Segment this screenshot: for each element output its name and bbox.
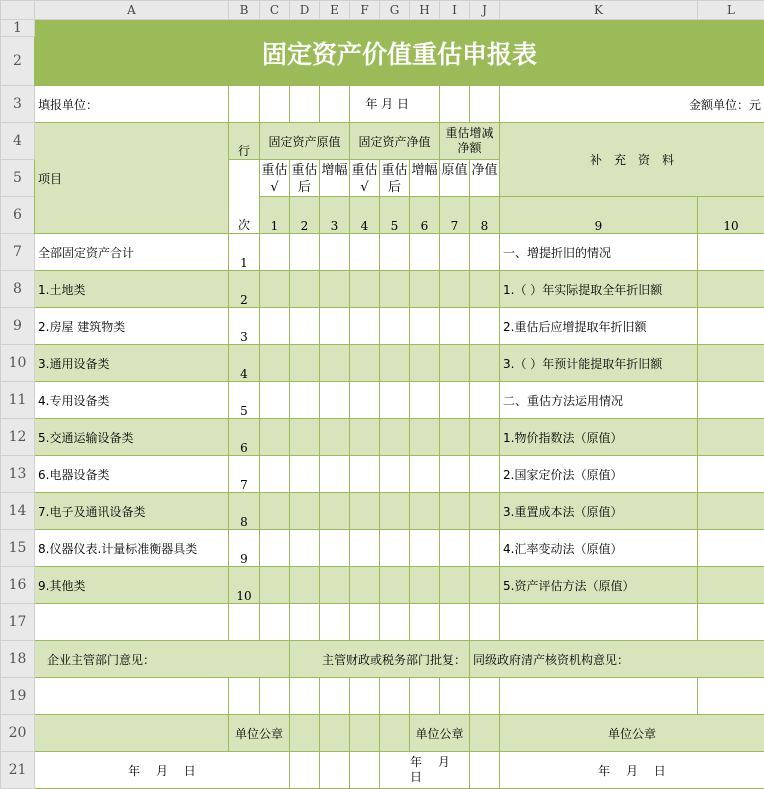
value-cell[interactable] — [410, 271, 440, 308]
table-row — [1, 456, 764, 493]
cell[interactable] — [320, 678, 350, 715]
row-header[interactable]: 8 — [1, 271, 35, 308]
cell[interactable] — [470, 715, 500, 752]
column-header[interactable]: D — [290, 1, 320, 20]
cell[interactable] — [500, 678, 698, 715]
column-number[interactable]: 6 — [410, 197, 440, 234]
column-header[interactable]: B — [229, 1, 260, 20]
value-cell[interactable] — [260, 382, 290, 419]
value-cell[interactable] — [290, 382, 320, 419]
value-cell[interactable] — [470, 456, 500, 493]
select-all-corner[interactable] — [1, 1, 35, 20]
column-number[interactable]: 8 — [470, 197, 500, 234]
cell[interactable] — [470, 678, 500, 715]
table-row — [1, 345, 764, 382]
cell[interactable] — [290, 678, 320, 715]
table-row — [1, 567, 764, 604]
value-cell[interactable] — [470, 382, 500, 419]
currency-unit-label[interactable]: 金额单位：元 — [500, 86, 764, 123]
value-cell[interactable] — [470, 271, 500, 308]
sub-header[interactable]: 重估后 — [290, 160, 320, 197]
value-cell[interactable] — [380, 345, 410, 382]
value-cell[interactable] — [350, 567, 380, 604]
value-cell[interactable] — [380, 308, 410, 345]
cell[interactable] — [229, 604, 260, 641]
row-header[interactable]: 6 — [1, 197, 35, 234]
column-number[interactable]: 3 — [320, 197, 350, 234]
row-header[interactable]: 21 — [1, 752, 35, 789]
value-cell[interactable] — [380, 419, 410, 456]
date-field[interactable]: 年 月 日 — [500, 752, 764, 789]
value-cell[interactable] — [260, 493, 290, 530]
row-header[interactable]: 7 — [1, 234, 35, 271]
value-cell[interactable] — [350, 493, 380, 530]
supplement-note[interactable]: 4.汇率变动法（原值） — [500, 530, 698, 567]
table-row — [1, 271, 764, 308]
row-header[interactable]: 9 — [1, 308, 35, 345]
column-number[interactable]: 5 — [380, 197, 410, 234]
cell[interactable] — [698, 678, 764, 715]
value-cell[interactable] — [320, 419, 350, 456]
column-header[interactable]: E — [320, 1, 350, 20]
row-number[interactable]: 9 — [229, 530, 260, 567]
value-cell[interactable] — [290, 456, 320, 493]
column-header[interactable]: A — [35, 1, 229, 20]
column-number[interactable]: 7 — [440, 197, 470, 234]
sub-header[interactable]: 重估√ — [260, 160, 290, 197]
cell[interactable] — [290, 715, 320, 752]
row-header[interactable]: 3 — [1, 86, 35, 123]
row-number[interactable]: 6 — [229, 419, 260, 456]
column-header[interactable]: L — [698, 1, 764, 20]
value-cell[interactable] — [290, 530, 320, 567]
value-cell[interactable] — [290, 234, 320, 271]
value-cell[interactable] — [350, 234, 380, 271]
supplement-note[interactable]: 二、重估方法运用情况 — [500, 382, 698, 419]
value-cell[interactable] — [698, 271, 764, 308]
column-number[interactable]: 2 — [290, 197, 320, 234]
row-header[interactable]: 15 — [1, 530, 35, 567]
seal-label[interactable]: 单位公章 — [229, 715, 290, 752]
row-header[interactable]: 17 — [1, 604, 35, 641]
value-cell[interactable] — [320, 382, 350, 419]
cell[interactable] — [440, 678, 470, 715]
date-field[interactable]: 年 月 日 — [380, 752, 470, 789]
cell[interactable] — [320, 752, 350, 789]
row-header[interactable]: 20 — [1, 715, 35, 752]
supplement-note[interactable]: 一、增提折旧的情况 — [500, 234, 698, 271]
value-cell[interactable] — [260, 271, 290, 308]
row-header[interactable]: 4 — [1, 123, 35, 160]
cell[interactable] — [380, 678, 410, 715]
value-cell[interactable] — [698, 419, 764, 456]
revalue-change-header[interactable]: 重估增减净额 — [440, 123, 500, 160]
value-cell[interactable] — [440, 308, 470, 345]
value-cell[interactable] — [320, 567, 350, 604]
row-header[interactable]: 10 — [1, 345, 35, 382]
value-cell[interactable] — [290, 419, 320, 456]
row-header[interactable]: 12 — [1, 419, 35, 456]
value-cell[interactable] — [290, 308, 320, 345]
value-cell[interactable] — [350, 382, 380, 419]
row-header[interactable]: 2 — [1, 37, 35, 86]
value-cell[interactable] — [470, 345, 500, 382]
item-name[interactable]: 2.房屋 建筑物类 — [35, 308, 229, 345]
cell[interactable] — [290, 752, 320, 789]
table-row — [1, 419, 764, 456]
supplement-header[interactable]: 补 充 资 料 — [500, 123, 764, 197]
value-cell[interactable] — [380, 382, 410, 419]
value-cell[interactable] — [260, 530, 290, 567]
value-cell[interactable] — [440, 271, 470, 308]
value-cell[interactable] — [260, 419, 290, 456]
item-name[interactable]: 9.其他类 — [35, 567, 229, 604]
finance-approval-label[interactable]: 主管财政或税务部门批复： — [290, 641, 470, 678]
value-cell[interactable] — [320, 271, 350, 308]
cell[interactable] — [35, 604, 229, 641]
cell[interactable] — [350, 678, 380, 715]
value-cell[interactable] — [260, 456, 290, 493]
value-cell[interactable] — [320, 234, 350, 271]
value-cell[interactable] — [470, 530, 500, 567]
value-cell[interactable] — [410, 530, 440, 567]
value-cell[interactable] — [470, 308, 500, 345]
sub-header[interactable]: 增幅 — [410, 160, 440, 197]
value-cell[interactable] — [698, 530, 764, 567]
column-header-row — [1, 1, 764, 20]
item-name[interactable]: 1.土地类 — [35, 271, 229, 308]
supplement-note[interactable]: 2.重估后应增提取年折旧额 — [500, 308, 698, 345]
cell[interactable] — [320, 715, 350, 752]
value-cell[interactable] — [410, 456, 440, 493]
value-cell[interactable] — [380, 530, 410, 567]
sub-header[interactable]: 原值 — [440, 160, 470, 197]
cell[interactable] — [350, 752, 380, 789]
date-field[interactable]: 年 月 日 — [35, 752, 290, 789]
value-cell[interactable] — [260, 567, 290, 604]
value-cell[interactable] — [440, 382, 470, 419]
cell[interactable] — [350, 715, 380, 752]
cell[interactable] — [470, 752, 500, 789]
value-cell[interactable] — [350, 419, 380, 456]
supplement-note[interactable]: 3.重置成本法（原值） — [500, 493, 698, 530]
value-cell[interactable] — [470, 234, 500, 271]
data-rows — [1, 234, 764, 604]
value-cell[interactable] — [260, 234, 290, 271]
value-cell[interactable] — [350, 345, 380, 382]
value-cell[interactable] — [440, 530, 470, 567]
cell[interactable] — [35, 678, 229, 715]
value-cell[interactable] — [698, 345, 764, 382]
value-cell[interactable] — [320, 345, 350, 382]
value-cell[interactable] — [320, 530, 350, 567]
column-header[interactable]: H — [410, 1, 440, 20]
item-name[interactable]: 6.电器设备类 — [35, 456, 229, 493]
value-cell[interactable] — [350, 271, 380, 308]
cell[interactable] — [350, 604, 380, 641]
column-number[interactable]: 9 — [500, 197, 698, 234]
row-header[interactable]: 18 — [1, 641, 35, 678]
cell[interactable] — [229, 86, 260, 123]
value-cell[interactable] — [410, 567, 440, 604]
cell[interactable] — [440, 604, 470, 641]
value-cell[interactable] — [260, 308, 290, 345]
cell[interactable] — [260, 678, 290, 715]
value-cell[interactable] — [290, 345, 320, 382]
sub-header[interactable]: 重估后 — [380, 160, 410, 197]
row-header[interactable]: 13 — [1, 456, 35, 493]
row-number[interactable]: 4 — [229, 345, 260, 382]
value-cell[interactable] — [380, 271, 410, 308]
value-cell[interactable] — [320, 308, 350, 345]
supplement-note[interactable]: 3.（ ）年预计能提取年折旧额 — [500, 345, 698, 382]
seal-label[interactable]: 单位公章 — [410, 715, 470, 752]
row-header[interactable]: 5 — [1, 160, 35, 197]
sub-header[interactable]: 净值 — [470, 160, 500, 197]
value-cell[interactable] — [698, 493, 764, 530]
column-number[interactable]: 1 — [260, 197, 290, 234]
value-cell[interactable] — [290, 271, 320, 308]
value-cell[interactable] — [320, 456, 350, 493]
cell[interactable] — [440, 86, 470, 123]
item-name[interactable]: 3.通用设备类 — [35, 345, 229, 382]
row-number[interactable]: 3 — [229, 308, 260, 345]
value-cell[interactable] — [350, 456, 380, 493]
row-no-header-bottom[interactable]: 次 — [229, 160, 260, 234]
value-cell[interactable] — [380, 234, 410, 271]
table-row — [1, 493, 764, 530]
supplement-note[interactable]: 1.（ ）年实际提取全年折旧额 — [500, 271, 698, 308]
value-cell[interactable] — [470, 567, 500, 604]
value-cell[interactable] — [290, 493, 320, 530]
row-number[interactable]: 2 — [229, 271, 260, 308]
seal-label[interactable]: 单位公章 — [500, 715, 764, 752]
item-name[interactable]: 8.仪器仪表.计量标准衡器具类 — [35, 530, 229, 567]
table-row — [1, 530, 764, 567]
value-cell[interactable] — [440, 419, 470, 456]
cell[interactable] — [320, 604, 350, 641]
value-cell[interactable] — [350, 308, 380, 345]
row-number[interactable]: 1 — [229, 234, 260, 271]
cell[interactable] — [380, 604, 410, 641]
cell[interactable] — [290, 86, 320, 123]
cell[interactable] — [470, 86, 500, 123]
value-cell[interactable] — [410, 234, 440, 271]
table-row — [1, 382, 764, 419]
cell[interactable] — [320, 86, 350, 123]
original-value-header[interactable]: 固定资产原值 — [260, 123, 350, 160]
row-header[interactable]: 16 — [1, 567, 35, 604]
row-header[interactable]: 19 — [1, 678, 35, 715]
table-row — [1, 308, 764, 345]
cell[interactable] — [698, 604, 764, 641]
enterprise-opinion-label[interactable]: 企业主管部门意见： — [35, 641, 290, 678]
value-cell[interactable] — [440, 234, 470, 271]
value-cell[interactable] — [380, 456, 410, 493]
row-number[interactable]: 7 — [229, 456, 260, 493]
cell[interactable] — [380, 715, 410, 752]
value-cell[interactable] — [260, 345, 290, 382]
column-header[interactable]: C — [260, 1, 290, 20]
supplement-note[interactable]: 1.物价指数法（原值） — [500, 419, 698, 456]
item-name[interactable]: 5.交通运输设备类 — [35, 419, 229, 456]
column-number[interactable]: 10 — [698, 197, 764, 234]
cell[interactable] — [470, 604, 500, 641]
item-header[interactable]: 项目 — [35, 123, 229, 234]
net-value-header[interactable]: 固定资产净值 — [350, 123, 440, 160]
cell[interactable] — [229, 678, 260, 715]
column-header[interactable]: G — [380, 1, 410, 20]
column-number[interactable]: 4 — [350, 197, 380, 234]
table-row — [1, 234, 764, 271]
value-cell[interactable] — [410, 308, 440, 345]
value-cell[interactable] — [698, 234, 764, 271]
supplement-note[interactable]: 5.资产评估方法（原值） — [500, 567, 698, 604]
value-cell[interactable] — [410, 382, 440, 419]
cell[interactable] — [500, 604, 698, 641]
value-cell[interactable] — [410, 493, 440, 530]
cell[interactable] — [410, 678, 440, 715]
item-name[interactable]: 4.专用设备类 — [35, 382, 229, 419]
sheet-title[interactable]: 固定资产价值重估申报表 — [35, 20, 764, 86]
audit-opinion-label[interactable]: 同级政府清产核资机构意见： — [470, 641, 764, 678]
row-number[interactable]: 8 — [229, 493, 260, 530]
row-no-header-top[interactable]: 行 — [229, 123, 260, 160]
value-cell[interactable] — [698, 308, 764, 345]
row-number[interactable]: 5 — [229, 382, 260, 419]
column-header[interactable]: K — [500, 1, 698, 20]
reporting-unit-label[interactable]: 填报单位： — [35, 86, 229, 123]
cell[interactable] — [35, 715, 229, 752]
cell[interactable] — [410, 604, 440, 641]
value-cell[interactable] — [440, 456, 470, 493]
row-number[interactable]: 10 — [229, 567, 260, 604]
value-cell[interactable] — [320, 493, 350, 530]
value-cell[interactable] — [380, 493, 410, 530]
supplement-note[interactable]: 2.国家定价法（原值） — [500, 456, 698, 493]
cell[interactable] — [260, 604, 290, 641]
column-header[interactable]: I — [440, 1, 470, 20]
value-cell[interactable] — [440, 345, 470, 382]
item-name[interactable]: 7.电子及通讯设备类 — [35, 493, 229, 530]
column-header[interactable]: J — [470, 1, 500, 20]
cell[interactable] — [260, 86, 290, 123]
value-cell[interactable] — [698, 567, 764, 604]
value-cell[interactable] — [698, 382, 764, 419]
value-cell[interactable] — [698, 456, 764, 493]
value-cell[interactable] — [410, 419, 440, 456]
value-cell[interactable] — [380, 567, 410, 604]
row-header[interactable]: 1 — [1, 20, 35, 37]
row-header[interactable]: 11 — [1, 382, 35, 419]
value-cell[interactable] — [440, 567, 470, 604]
sub-header[interactable]: 增幅 — [320, 160, 350, 197]
value-cell[interactable] — [350, 530, 380, 567]
value-cell[interactable] — [470, 493, 500, 530]
column-header[interactable]: F — [350, 1, 380, 20]
value-cell[interactable] — [290, 567, 320, 604]
value-cell[interactable] — [440, 493, 470, 530]
cell[interactable] — [290, 604, 320, 641]
item-name[interactable]: 全部固定资产合计 — [35, 234, 229, 271]
report-date[interactable]: 年 月 日 — [350, 86, 440, 123]
sub-header[interactable]: 重估√ — [350, 160, 380, 197]
value-cell[interactable] — [470, 419, 500, 456]
row-header[interactable]: 14 — [1, 493, 35, 530]
value-cell[interactable] — [410, 345, 440, 382]
